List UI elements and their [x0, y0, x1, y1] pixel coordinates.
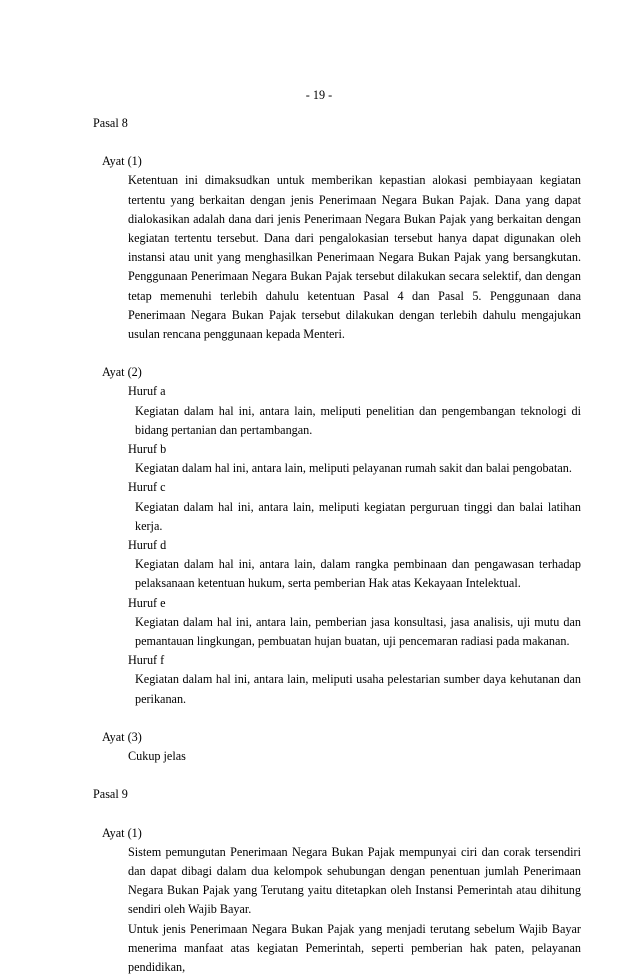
huruf-label-e: Huruf e	[128, 594, 581, 613]
pasal-8-ayat-3	[93, 728, 581, 766]
ayat-text: Ketentuan ini dimaksudkan untuk memberikan kepastian alokasi pembiayaan kegiatan tertentu yang berkaitan dengan jenis Penerimaan Negara Bukan Pajak. Dana yang dapat dialokasikan adalah dana dari jenis Penerimaan Negara Bukan Pajak yang berkaitan dengan kegiatan tertentu tersebut. Dana dari pengalokasian tersebut hanya dapat digunakan oleh instansi atau unit yang menghasilkan Penerimaan Negara Bukan Pajak yang bersangkutan. Penggunaan Penerimaan Negara Bukan Pajak tersebut dilakukan secara selektif, dan dengan tetap memenuhi terlebih dahulu ketentuan Pasal 4 dan Pasal 5. Penggunaan dana Penerimaan Negara Bukan Pajak tersebut dilakukan dengan terlebih dahulu mengajukan usulan rencana penggunaan kepada Menteri.	[128, 171, 581, 344]
ayat-label: Ayat (2)	[102, 363, 581, 382]
pasal-9-ayat-1	[93, 824, 581, 977]
pasal-8-ayat-1	[93, 152, 581, 344]
ayat-label: Ayat (1)	[102, 152, 581, 171]
ayat-label: Ayat (1)	[102, 824, 581, 843]
page-number: - 19 -	[0, 86, 638, 105]
ayat-text-para-2: Untuk jenis Penerimaan Negara Bukan Pajak yang menjadi terutang sebelum Wajib Bayar menerima manfaat atas kegiatan Pemerintah, seperti pemberian hak paten, pelayanan pendidikan,	[128, 920, 581, 977]
document-content	[93, 114, 581, 977]
huruf-list	[102, 382, 581, 708]
huruf-text-a: Kegiatan dalam hal ini, antara lain, meliputi penelitian dan pengembangan teknologi di bidang pertanian dan pertambangan.	[135, 402, 581, 440]
pasal-9-heading: Pasal 9	[93, 785, 581, 804]
ayat-label: Ayat (3)	[102, 728, 581, 747]
huruf-text-c: Kegiatan dalam hal ini, antara lain, meliputi kegiatan perguruan tinggi dan balai latihan kerja.	[135, 498, 581, 536]
huruf-label-d: Huruf d	[128, 536, 581, 555]
huruf-text-d: Kegiatan dalam hal ini, antara lain, dalam rangka pembinaan dan pengawasan terhadap pelaksanaan ketentuan hukum, serta pemberian Hak atas Kekayaan Intelektual.	[135, 555, 581, 593]
huruf-label-b: Huruf b	[128, 440, 581, 459]
ayat-text-para-1: Sistem pemungutan Penerimaan Negara Bukan Pajak mempunyai ciri dan corak tersendiri dan dapat dibagi dalam dua kelompok sehubungan dengan penentuan jumlah Penerimaan Negara Bukan Pajak yang Terutang yaitu ditetapkan oleh Instansi Pemerintah atau dihitung sendiri oleh Wajib Bayar.	[128, 843, 581, 920]
huruf-text-e: Kegiatan dalam hal ini, antara lain, pemberian jasa konsultasi, jasa analisis, uji mutu dan pemantauan lingkungan, pembuatan hujan buatan, uji pencemaran radiasi pada makanan.	[135, 613, 581, 651]
huruf-label-f: Huruf f	[128, 651, 581, 670]
huruf-label-c: Huruf c	[128, 478, 581, 497]
huruf-text-b: Kegiatan dalam hal ini, antara lain, meliputi pelayanan rumah sakit dan balai pengobatan.	[135, 459, 581, 478]
pasal-8-heading: Pasal 8	[93, 114, 581, 133]
huruf-text-f: Kegiatan dalam hal ini, antara lain, meliputi usaha pelestarian sumber daya kehutanan dan perikanan.	[135, 670, 581, 708]
huruf-label-a: Huruf a	[128, 382, 581, 401]
ayat-text: Cukup jelas	[128, 747, 581, 766]
pasal-8-ayat-2	[93, 363, 581, 709]
